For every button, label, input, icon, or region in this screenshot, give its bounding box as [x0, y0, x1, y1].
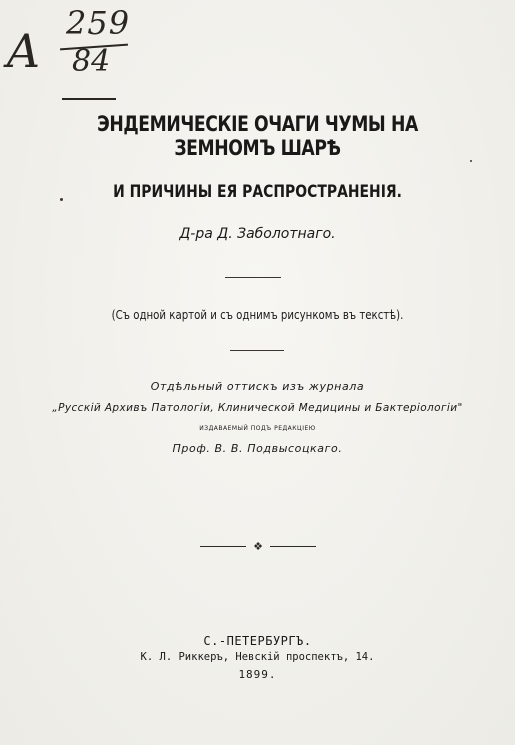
ink-speck: [60, 198, 63, 201]
divider-rule-2: [230, 350, 284, 351]
shelfmark-letter: А: [6, 24, 41, 78]
ink-speck: [470, 160, 472, 162]
ornament-divider: [200, 540, 316, 554]
ornament-line-left: [200, 546, 246, 547]
library-shelfmark: [6, 2, 136, 102]
editor-name: Проф. В. В. Подвысоцкаго.: [172, 442, 343, 455]
editor-note: ИЗДАВАЕМЫЙ ПОДЪ РЕДАКЦІЕЮ: [199, 425, 316, 432]
shelfmark-underline: [62, 98, 116, 100]
shelfmark-number-top: 259: [66, 4, 131, 42]
imprint-year: 1899.: [238, 668, 277, 681]
offprint-line: Отдѣльный оттискъ изъ журнала: [150, 380, 365, 393]
ornament-line-right: [270, 546, 316, 547]
title-line-2: И ПРИЧИНЫ ЕЯ РАСПРОСТРАНЕНІЯ.: [113, 182, 402, 202]
title-line-1: ЭНДЕМИЧЕСКІЕ ОЧАГИ ЧУМЫ НА ЗЕМНОМЪ ШАРѢ: [97, 112, 418, 160]
ornament-glyph: ❖: [253, 540, 263, 553]
subtitle-map-note: (Съ одной картой и съ однимъ рисункомъ въ текстѣ).: [111, 308, 404, 322]
shelfmark-number-bottom: 84: [72, 44, 111, 79]
author-line: Д-ра Д. Заболотнаго.: [179, 226, 336, 242]
imprint-publisher: К. Л. Риккеръ, Невскій проспектъ, 14.: [140, 651, 375, 663]
divider-rule-1: [225, 277, 281, 278]
journal-title: „Русскій Архивъ Патологіи, Клинической Медицины и Бактеріологіи": [52, 402, 463, 414]
imprint-city: С.-ПЕТЕРБУРГЪ.: [203, 634, 312, 648]
